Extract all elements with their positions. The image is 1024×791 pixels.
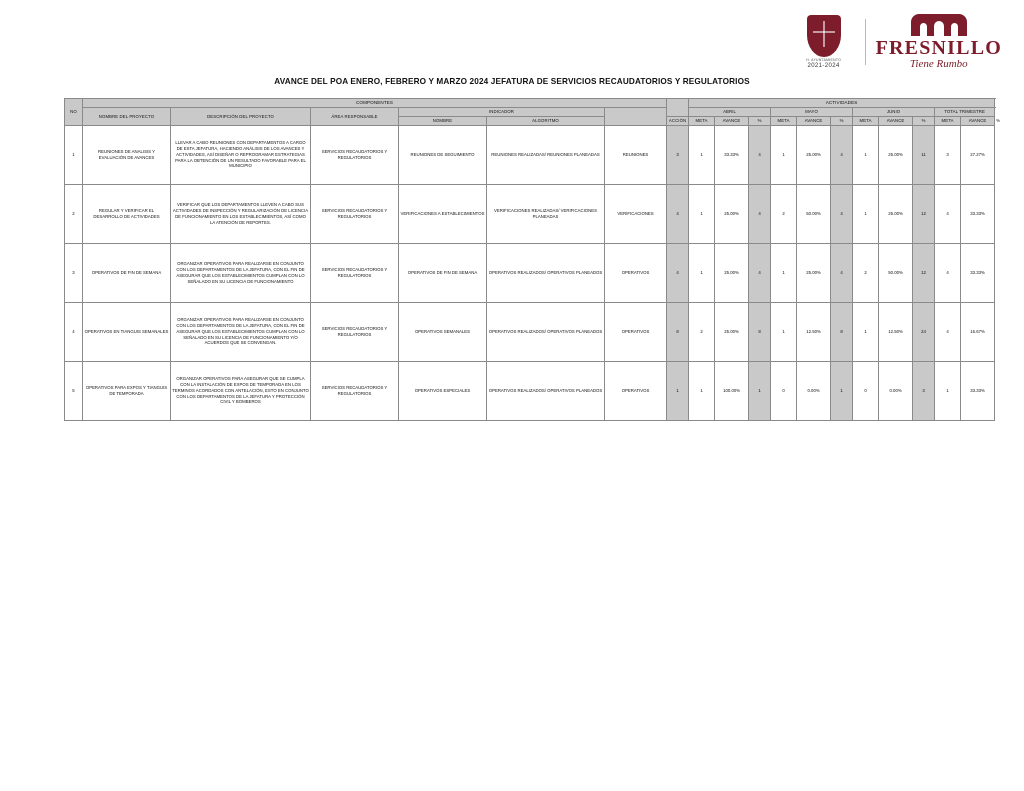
cell-avance-mes3: 0 xyxy=(853,361,879,420)
cell-meta-mes1: 4 xyxy=(667,184,689,243)
col-meta-trimestre: META xyxy=(935,116,961,125)
cell-indicador-nombre: OPERATIVOS ESPECIALES xyxy=(399,361,487,420)
cell-pct-mes3: 25.00% xyxy=(879,125,913,184)
cell-pct-trimestre: 27.27% xyxy=(961,125,995,184)
cell-indicador-nombre: OPERATIVOS SEMANALES xyxy=(399,302,487,361)
cell-avance-trimestre: 4 xyxy=(935,184,961,243)
cell-accion: OPERATIVOS xyxy=(605,361,667,420)
cell-pct-mes3: 0.00% xyxy=(879,361,913,420)
col-accion: ACCIÓN xyxy=(667,116,689,125)
cell-indicador-algoritmo: REUNIONES REALIZADAS/ REUNIONES PLANEADAS xyxy=(487,125,605,184)
cell-meta-mes3: 4 xyxy=(831,125,853,184)
cell-meta-mes3: 4 xyxy=(831,184,853,243)
cell-pct-mes2: 25.00% xyxy=(797,125,831,184)
cell-indicador-algoritmo: VERIFICACIONES REALIZADAS/ VERIFICACIONES PLANEADAS xyxy=(487,184,605,243)
col-meta-mes1: META xyxy=(689,116,715,125)
cell-area: SERVICIOS RECAUDATORIOS Y REGULATORIOS xyxy=(311,243,399,302)
table-row xyxy=(65,243,995,302)
col-avance-mes1: AVANCE xyxy=(715,116,749,125)
cell-avance-mes2: 1 xyxy=(771,243,797,302)
cell-avance-mes1: 1 xyxy=(689,184,715,243)
cell-indicador-nombre: OPERATIVOS DE FIN DE SEMANA xyxy=(399,243,487,302)
cell-meta-trimestre: 3 xyxy=(913,361,935,420)
cell-avance-mes2: 1 xyxy=(771,302,797,361)
group-mes-1: ABRIL xyxy=(689,108,771,117)
cell-avance-mes1: 2 xyxy=(689,302,715,361)
col-descripcion-proyecto: DESCRIPCIÓN DEL PROYECTO xyxy=(171,108,311,126)
cell-pct-mes1: 25.00% xyxy=(715,184,749,243)
cell-indicador-algoritmo: OPERATIVOS REALIZADOS/ OPERATIVOS PLANEADOS xyxy=(487,361,605,420)
arch-logo-icon xyxy=(911,14,967,36)
cell-area: SERVICIOS RECAUDATORIOS Y REGULATORIOS xyxy=(311,184,399,243)
cell-meta-mes3: 8 xyxy=(831,302,853,361)
cell-meta-trimestre: 12 xyxy=(913,243,935,302)
table-row xyxy=(65,302,995,361)
cell-meta-trimestre: 24 xyxy=(913,302,935,361)
cell-meta-mes3: 4 xyxy=(831,243,853,302)
cell-avance-mes3: 1 xyxy=(853,302,879,361)
cell-accion: OPERATIVOS xyxy=(605,243,667,302)
col-nombre-proyecto: NOMBRE DEL PROYECTO xyxy=(83,108,171,126)
group-actividades: ACTIVIDADES xyxy=(689,99,995,108)
col-accion-blank xyxy=(605,108,667,126)
cell-meta-mes2: 8 xyxy=(749,302,771,361)
cell-indicador-nombre: REUNIONES DE SEGUIMIENTO xyxy=(399,125,487,184)
poa-table-container xyxy=(64,98,1000,421)
cell-indicador-algoritmo: OPERATIVOS REALIZADOS/ OPERATIVOS PLANEADOS xyxy=(487,302,605,361)
crest-shield-icon xyxy=(807,15,841,57)
header-row-leaf: NOMBRE ALGORITMO ACCIÓN META AVANCE % META AVANCE % META AVANCE % META AVANCE % xyxy=(65,116,995,125)
cell-avance-mes1: 1 xyxy=(689,243,715,302)
group-componentes: COMPONENTES xyxy=(83,99,667,108)
cell-accion: OPERATIVOS xyxy=(605,302,667,361)
cell-avance-trimestre: 4 xyxy=(935,302,961,361)
cell-avance-trimestre: 3 xyxy=(935,125,961,184)
cell-meta-mes2: 1 xyxy=(749,361,771,420)
col-avance-trimestre: AVANCE xyxy=(961,116,995,125)
page-title: AVANCE DEL POA ENERO, FEBRERO Y MARZO 2024 JEFATURA DE SERVICIOS RECAUDATORIOS Y REGULATORIOS xyxy=(274,77,750,86)
cell-avance-mes1: 1 xyxy=(689,361,715,420)
col-avance-mes3: AVANCE xyxy=(879,116,913,125)
col-meta-mes2: META xyxy=(771,116,797,125)
header-row-sub xyxy=(65,108,995,117)
cell-avance-mes2: 2 xyxy=(771,184,797,243)
cell-meta-mes3: 1 xyxy=(831,361,853,420)
cell-meta-mes2: 4 xyxy=(749,125,771,184)
cell-descripcion: LLEVAR A CABO REUNIONES CON DEPARTAMENTOS A CARGO DE ESTA JEFATURA, HACIENDO ANÁLISIS DE LOS AVANCES Y ACTIVIDADES, ASÍ DISEÑAR O REPROGRAMAR ESTRATEGIAS PARA LA OBTENCIÓN DE UN RESULTADO FAVORABLE PARA EL MUNICIPIO xyxy=(171,125,311,184)
cell-meta-mes2: 4 xyxy=(749,184,771,243)
table-row xyxy=(65,125,995,184)
cell-no: 5 xyxy=(65,361,83,420)
cell-avance-mes3: 1 xyxy=(853,184,879,243)
header-row-groups xyxy=(65,99,995,108)
cell-pct-trimestre: 33.33% xyxy=(961,184,995,243)
col-indicador-nombre: NOMBRE xyxy=(399,116,487,125)
cell-meta-trimestre: 12 xyxy=(913,184,935,243)
cell-pct-mes1: 25.00% xyxy=(715,243,749,302)
col-meta-mes3: META xyxy=(853,116,879,125)
cell-avance-mes2: 1 xyxy=(771,125,797,184)
col-pct-mes3: % xyxy=(913,116,935,125)
col-area-responsable: ÁREA RESPONSABLE xyxy=(311,108,399,126)
cell-meta-mes1: 4 xyxy=(667,243,689,302)
group-indicador: INDICADOR xyxy=(399,108,605,117)
fresnillo-brand-logo xyxy=(876,14,1002,70)
cell-no: 1 xyxy=(65,125,83,184)
cell-meta-mes1: 3 xyxy=(667,125,689,184)
cell-accion: REUNIONES xyxy=(605,125,667,184)
cell-pct-trimestre: 33.33% xyxy=(961,243,995,302)
col-pct-mes2: % xyxy=(831,116,853,125)
cell-indicador-nombre: VERIFICACIONES A ESTABLECIMIENTOS xyxy=(399,184,487,243)
logo-divider xyxy=(865,19,866,65)
cell-avance-mes3: 2 xyxy=(853,243,879,302)
cell-descripcion: ORGANIZAR OPERATIVOS PARA REALIZARSE EN CONJUNTO CON LOS DEPARTAMENTOS DE LA JEFATURA, CON EL FIN DE ASEGURAR QUE LOS ESTABLECIMIENTOS CUMPLAN CON LO SEÑALADO EN SU LICENCIA DE FUNCIONAMIENTO xyxy=(171,243,311,302)
cell-avance-mes1: 1 xyxy=(689,125,715,184)
cell-descripcion: ORGANIZAR OPERATIVOS PARA REALIZARSE EN CONJUNTO CON LOS DEPARTAMENTOS DE LA JEFATURA, CON EL FIN DE ASEGURAR QUE LOS ESTABLECIMIENTOS CUMPLAN CON LO SEÑALADO EN SU LICENCIA DE FUNCIONAMIENTO Y/O ACUERDOS QUE SE CONVENGAN. xyxy=(171,302,311,361)
cell-nombre: REUNIONES DE ANALISIS Y EVALUACIÓN DE AVANCES xyxy=(83,125,171,184)
cell-pct-mes1: 100.00% xyxy=(715,361,749,420)
cell-indicador-algoritmo: OPERATIVOS REALIZADOS/ OPERATIVOS PLANEADOS xyxy=(487,243,605,302)
municipal-crest-icon xyxy=(793,15,855,69)
cell-avance-trimestre: 4 xyxy=(935,243,961,302)
table-row xyxy=(65,184,995,243)
cell-pct-trimestre: 33.33% xyxy=(961,361,995,420)
cell-nombre: REGULAR Y VERIFICAR EL DESARROLLO DE ACTIVIDADES xyxy=(83,184,171,243)
col-no: NO xyxy=(65,99,83,126)
cell-area: SERVICIOS RECAUDATORIOS Y REGULATORIOS xyxy=(311,125,399,184)
cell-pct-mes2: 0.00% xyxy=(797,361,831,420)
table-body xyxy=(65,125,995,420)
cell-pct-mes1: 25.00% xyxy=(715,302,749,361)
brand-name: FRESNILLO xyxy=(875,37,1002,59)
crest-line2: 2021-2024 xyxy=(807,62,840,69)
table-head xyxy=(65,99,1000,126)
cell-area: SERVICIOS RECAUDATORIOS Y REGULATORIOS xyxy=(311,302,399,361)
crest-line1: H. AYUNTAMIENTO xyxy=(806,58,842,63)
col-pct-mes1: % xyxy=(749,116,771,125)
poa-table xyxy=(64,98,1000,421)
cell-accion: VERIFICACIONES xyxy=(605,184,667,243)
brand-tagline: Tiene Rumbo xyxy=(909,58,968,70)
cell-no: 4 xyxy=(65,302,83,361)
cell-avance-trimestre: 1 xyxy=(935,361,961,420)
cell-pct-mes3: 50.00% xyxy=(879,243,913,302)
cell-meta-mes1: 1 xyxy=(667,361,689,420)
header-logo-band xyxy=(793,14,1002,70)
cell-avance-mes3: 1 xyxy=(853,125,879,184)
group-mes-3: JUNIO xyxy=(853,108,935,117)
cell-pct-mes2: 12.50% xyxy=(797,302,831,361)
cell-meta-mes2: 4 xyxy=(749,243,771,302)
table-row xyxy=(65,361,995,420)
col-accion-spacer xyxy=(667,99,689,117)
cell-no: 2 xyxy=(65,184,83,243)
cell-pct-trimestre: 16.67% xyxy=(961,302,995,361)
cell-pct-mes2: 50.00% xyxy=(797,184,831,243)
cell-pct-mes1: 33.33% xyxy=(715,125,749,184)
cell-meta-trimestre: 11 xyxy=(913,125,935,184)
cell-descripcion: VERIFICAR QUE LOS DEPARTAMENTOS LLEVEN A CABO SUS ACTIVIDADES DE INSPECCIÓN Y REGULARIZACIÓN DE LICENCIA DE FUNCIONAMIENTO EN LOS ESTABLECIMIENTOS, ASÍ COMO LA ATENCIÓN DE REPORTES. xyxy=(171,184,311,243)
col-avance-mes2: AVANCE xyxy=(797,116,831,125)
cell-pct-mes2: 25.00% xyxy=(797,243,831,302)
group-total-trimestre: TOTAL TRIMESTRE xyxy=(935,108,995,117)
cell-pct-mes3: 25.00% xyxy=(879,184,913,243)
cell-descripcion: ORGANIZAR OPERATIVOS PARA ASEGURAR QUE SE CUMPLA CON LA INSTALACIÓN DE EXPOS DE TEMPORADA EN LOS TERMINOS ACORDADOS CON ANTELACIÓN, ESTO EN CONJUNTO CON LOS DEPARTAMENTOS DE LA JEFATURA Y PROTECCIÓN CIVIL Y BOMBEROS xyxy=(171,361,311,420)
group-mes-2: MAYO xyxy=(771,108,853,117)
cell-nombre: OPERATIVOS PARA EXPOS Y TIANGUIS DE TEMPORADA xyxy=(83,361,171,420)
cell-no: 3 xyxy=(65,243,83,302)
col-indicador-algoritmo: ALGORITMO xyxy=(487,116,605,125)
cell-pct-mes3: 12.50% xyxy=(879,302,913,361)
cell-nombre: OPERATIVOS EN TIANGUIS SEMANALES xyxy=(83,302,171,361)
cell-meta-mes1: 8 xyxy=(667,302,689,361)
cell-area: SERVICIOS RECAUDATORIOS Y REGULATORIOS xyxy=(311,361,399,420)
cell-avance-mes2: 0 xyxy=(771,361,797,420)
cell-nombre: OPERATIVOS DE FIN DE SEMANA xyxy=(83,243,171,302)
